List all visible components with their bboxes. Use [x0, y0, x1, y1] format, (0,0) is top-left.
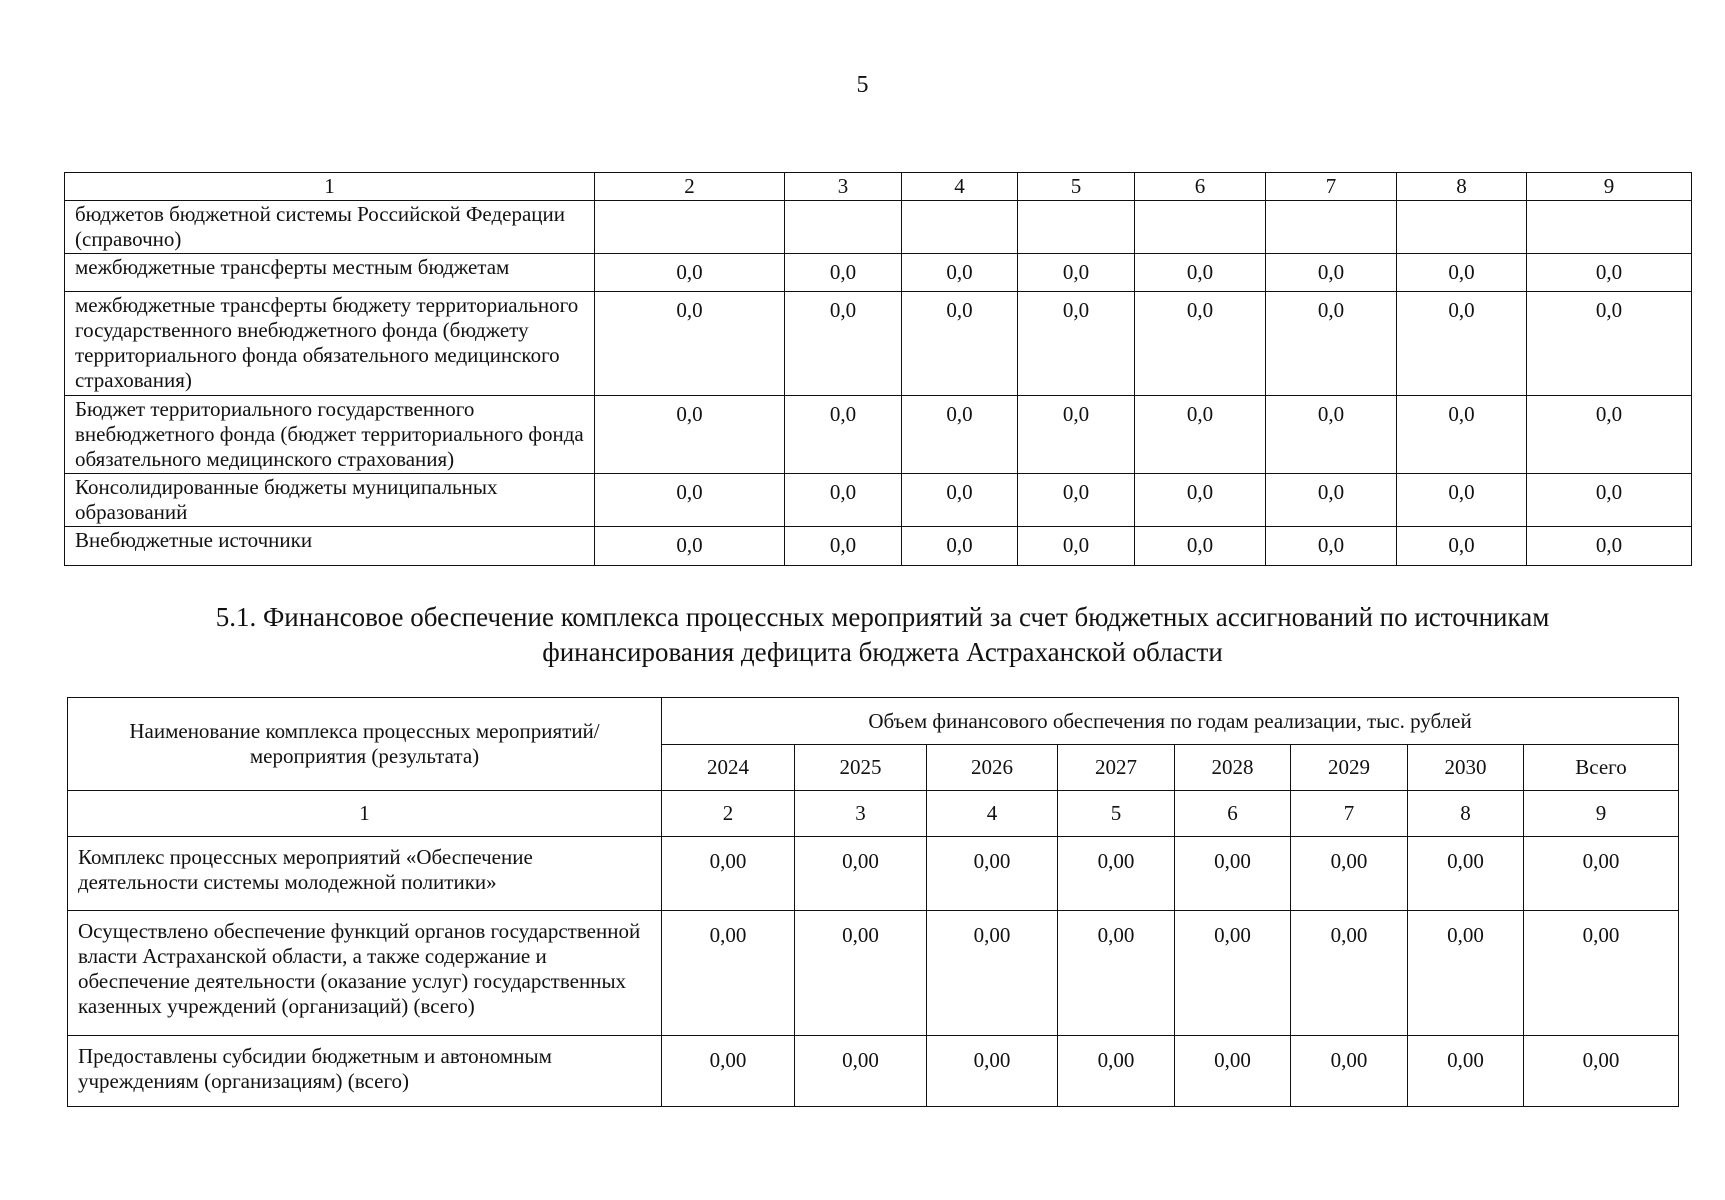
table-row: [65, 474, 1692, 527]
value-cell: 0,00: [1058, 911, 1175, 1036]
value-cell: 0,0: [595, 396, 785, 474]
table-row: [68, 1036, 1679, 1107]
value-cell: 0,00: [795, 911, 927, 1036]
value-cell: 0,0: [1397, 474, 1527, 527]
value-cell: 0,00: [1524, 1036, 1679, 1107]
table-row: [65, 254, 1692, 292]
value-cell: 0,00: [1524, 837, 1679, 911]
row-label: Бюджет территориального государственного внебюджетного фонда (бюджет территориального фонда обязательного медицинского страхования): [65, 396, 595, 474]
year-header: 2030: [1408, 745, 1524, 791]
funding-sources-table: [64, 172, 1692, 566]
value-cell: 0,0: [1527, 396, 1692, 474]
value-cell: [595, 201, 785, 254]
value-cell: 0,00: [1058, 1036, 1175, 1107]
value-cell: 0,0: [1018, 292, 1135, 396]
column-number: 4: [927, 791, 1058, 837]
value-cell: 0,0: [785, 396, 902, 474]
column-number: 5: [1018, 173, 1135, 201]
value-cell: 0,0: [1397, 396, 1527, 474]
table-row: [68, 837, 1679, 911]
row-label: межбюджетные трансферты местным бюджетам: [65, 254, 595, 292]
year-header: 2024: [662, 745, 795, 791]
row-label: Внебюджетные источники: [65, 527, 595, 566]
value-cell: 0,0: [1397, 527, 1527, 566]
value-cell: [902, 201, 1018, 254]
table-row: [65, 292, 1692, 396]
value-cell: 0,00: [662, 911, 795, 1036]
value-cell: 0,0: [1397, 292, 1527, 396]
name-column-header: Наименование комплекса процессных мероприятий/мероприятия (результата): [68, 698, 662, 791]
value-cell: 0,00: [1175, 1036, 1291, 1107]
row-label: Осуществлено обеспечение функций органов государственной власти Астраханской области, а также содержание и обеспечение деятельности (оказание услуг) государственных казенных учреждений (организаций) (всего): [68, 911, 662, 1036]
value-cell: 0,0: [1135, 474, 1266, 527]
value-cell: 0,00: [1408, 837, 1524, 911]
value-cell: 0,0: [902, 396, 1018, 474]
section-title-line: 5.1. Финансовое обеспечение комплекса процессных мероприятий за счет бюджетных ассигнований по источникам: [215, 602, 1550, 632]
year-header: 2026: [927, 745, 1058, 791]
column-number: 4: [902, 173, 1018, 201]
table-row: [65, 527, 1692, 566]
value-cell: 0,00: [795, 837, 927, 911]
section-title: [0, 600, 1725, 670]
column-number: 2: [662, 791, 795, 837]
year-header: 2028: [1175, 745, 1291, 791]
column-number: 3: [785, 173, 902, 201]
value-cell: 0,0: [785, 474, 902, 527]
column-number: 6: [1135, 173, 1266, 201]
value-cell: 0,0: [785, 527, 902, 566]
year-header: 2027: [1058, 745, 1175, 791]
value-cell: 0,0: [1018, 474, 1135, 527]
process-activities-funding-table: [67, 697, 1679, 1107]
row-label: межбюджетные трансферты бюджету территориального государственного внебюджетного фонда (бюджету территориального фонда обязательного медицинского страхования): [65, 292, 595, 396]
value-cell: 0,00: [927, 837, 1058, 911]
value-cell: 0,0: [595, 292, 785, 396]
value-cell: 0,0: [1527, 527, 1692, 566]
year-header: 2025: [795, 745, 927, 791]
row-label: Комплекс процессных мероприятий «Обеспечение деятельности системы молодежной политики»: [68, 837, 662, 911]
value-cell: 0,0: [1018, 527, 1135, 566]
value-cell: 0,0: [785, 254, 902, 292]
table-row: [68, 911, 1679, 1036]
value-cell: 0,00: [795, 1036, 927, 1107]
value-cell: 0,0: [1266, 254, 1397, 292]
value-cell: 0,0: [902, 527, 1018, 566]
column-number: 7: [1266, 173, 1397, 201]
value-cell: 0,00: [927, 1036, 1058, 1107]
value-cell: 0,0: [1135, 254, 1266, 292]
column-number: 3: [795, 791, 927, 837]
table-row: [65, 396, 1692, 474]
value-cell: 0,00: [1291, 837, 1408, 911]
table-row: [65, 201, 1692, 254]
value-cell: 0,0: [1266, 474, 1397, 527]
column-number: 2: [595, 173, 785, 201]
value-cell: 0,0: [1266, 396, 1397, 474]
value-cell: 0,00: [1524, 911, 1679, 1036]
value-cell: 0,0: [902, 292, 1018, 396]
row-label: Предоставлены субсидии бюджетным и автономным учреждениям (организациям) (всего): [68, 1036, 662, 1107]
value-cell: 0,00: [1058, 837, 1175, 911]
column-number: 9: [1524, 791, 1679, 837]
value-cell: 0,00: [1291, 911, 1408, 1036]
value-cell: 0,0: [902, 254, 1018, 292]
value-cell: 0,0: [1527, 292, 1692, 396]
section-title-line: финансирования дефицита бюджета Астраханской области: [542, 637, 1223, 667]
value-cell: [1018, 201, 1135, 254]
value-cell: [785, 201, 902, 254]
value-cell: 0,0: [1018, 396, 1135, 474]
numbering-row: [68, 791, 1679, 837]
column-number: 5: [1058, 791, 1175, 837]
table-header-row: [65, 173, 1692, 201]
column-number: 1: [68, 791, 662, 837]
value-cell: 0,0: [595, 527, 785, 566]
value-cell: 0,0: [595, 254, 785, 292]
value-cell: 0,0: [1135, 292, 1266, 396]
column-number: 1: [65, 173, 595, 201]
total-header: Всего: [1524, 745, 1679, 791]
value-cell: 0,0: [1266, 292, 1397, 396]
value-cell: 0,00: [1291, 1036, 1408, 1107]
value-cell: 0,00: [1408, 911, 1524, 1036]
value-cell: 0,00: [662, 1036, 795, 1107]
value-cell: 0,0: [1135, 527, 1266, 566]
value-cell: 0,0: [1397, 254, 1527, 292]
value-cell: [1397, 201, 1527, 254]
row-label: бюджетов бюджетной системы Российской Федерации (справочно): [65, 201, 595, 254]
volume-header: Объем финансового обеспечения по годам реализации, тыс. рублей: [662, 698, 1679, 745]
value-cell: 0,0: [1018, 254, 1135, 292]
value-cell: 0,0: [1266, 527, 1397, 566]
value-cell: 0,00: [1408, 1036, 1524, 1107]
value-cell: [1266, 201, 1397, 254]
value-cell: 0,00: [1175, 911, 1291, 1036]
page-number: 5: [856, 72, 869, 98]
column-number: 6: [1175, 791, 1291, 837]
value-cell: 0,0: [1135, 396, 1266, 474]
column-number: 7: [1291, 791, 1408, 837]
value-cell: 0,00: [927, 911, 1058, 1036]
value-cell: 0,00: [1175, 837, 1291, 911]
value-cell: 0,0: [1527, 254, 1692, 292]
value-cell: 0,0: [595, 474, 785, 527]
column-number: 8: [1408, 791, 1524, 837]
value-cell: [1527, 201, 1692, 254]
value-cell: 0,0: [785, 292, 902, 396]
column-number: 8: [1397, 173, 1527, 201]
year-header: 2029: [1291, 745, 1408, 791]
value-cell: 0,0: [902, 474, 1018, 527]
table-header-row: [68, 698, 1679, 745]
row-label: Консолидированные бюджеты муниципальных образований: [65, 474, 595, 527]
value-cell: 0,0: [1527, 474, 1692, 527]
column-number: 9: [1527, 173, 1692, 201]
value-cell: 0,00: [662, 837, 795, 911]
value-cell: [1135, 201, 1266, 254]
